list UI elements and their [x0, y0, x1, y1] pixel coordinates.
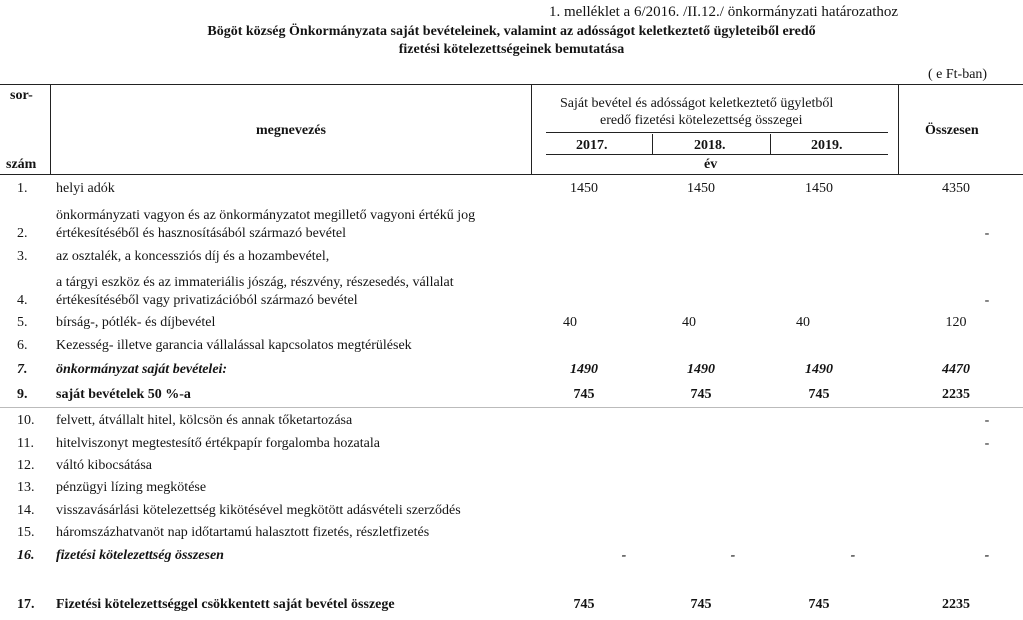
cell-total: 2235	[942, 387, 970, 402]
table-row	[0, 504, 1023, 526]
row-label: felvett, átvállalt hitel, kölcsön és annak tőketartozása	[56, 413, 353, 428]
cell-2018: 745	[690, 597, 712, 612]
cell-2019: -	[850, 548, 856, 563]
cell-2017: 745	[573, 387, 595, 402]
row-label: értékesítéséből vagy privatizációból származó bevétel	[56, 293, 358, 308]
row-number: 12.	[17, 458, 35, 473]
row-label: hitelviszonyt megtestesítő értékpapír forgalomba hozatala	[56, 436, 380, 451]
table-row	[0, 316, 1023, 338]
annex-reference: 1. melléklet a 6/2016. /II.12./ önkormányzati határozathoz	[549, 4, 899, 20]
cell-2017: -	[621, 548, 627, 563]
table-row	[0, 276, 1023, 312]
table-row	[0, 526, 1023, 548]
header-divider-num	[50, 84, 51, 174]
row-label: pénzügyi lízing megkötése	[56, 480, 207, 495]
cell-2019: 40	[796, 315, 810, 330]
row-number: 16.	[17, 548, 35, 563]
table-row	[0, 209, 1023, 245]
table-row	[0, 363, 1023, 385]
group-underline	[546, 132, 888, 133]
cell-total: 4350	[942, 181, 970, 196]
cell-2019: 745	[808, 387, 830, 402]
cell-2017: 745	[573, 597, 595, 612]
cell-2019: 1490	[805, 362, 833, 377]
col-group-label-2: eredő fizetési kötelezettség összegei	[600, 113, 803, 128]
cell-total: 120	[945, 315, 967, 330]
header-divider-total	[898, 84, 899, 174]
row-label-line1: a tárgyi eszköz és az immateriális jószág, részvény, részesedés, vállalat	[56, 275, 454, 290]
row-number: 10.	[17, 413, 35, 428]
cell-2019: 745	[808, 597, 830, 612]
table-row	[0, 549, 1023, 571]
header-top-rule	[0, 84, 1023, 85]
row-number: 2.	[17, 226, 28, 241]
row-number: 15.	[17, 525, 35, 540]
unit-label: ( e Ft-ban)	[928, 67, 988, 82]
year-divider-1	[652, 134, 653, 154]
row-label: váltó kibocsátása	[56, 458, 153, 473]
document-title: Bögöt község Önkormányzata saját bevételeinek, valamint az adósságot keletkeztető ügyleteiből eredő	[207, 24, 816, 39]
row-number: 13.	[17, 480, 35, 495]
cell-total: -	[984, 548, 990, 563]
table-row	[0, 182, 1023, 204]
col-sor-label: sor-	[10, 88, 33, 103]
row-label: saját bevételek 50 %-a	[56, 387, 191, 402]
cell-total: 2235	[942, 597, 970, 612]
row-label: háromszázhatvanöt nap időtartamú halasztott fizetés, részletfizetés	[56, 525, 430, 540]
row-number: 6.	[17, 338, 28, 353]
row-number: 9.	[17, 387, 28, 402]
table-row	[0, 250, 1023, 272]
table-row	[0, 481, 1023, 503]
cell-2018: 1450	[687, 181, 715, 196]
row-number: 4.	[17, 293, 28, 308]
row-number: 5.	[17, 315, 28, 330]
cell-total: -	[984, 413, 990, 428]
table-row	[0, 437, 1023, 459]
row-label: Kezesség- illetve garancia vállalással kapcsolatos megtérülések	[56, 338, 412, 353]
header-divider-label	[531, 84, 532, 174]
cell-2018: 40	[682, 315, 696, 330]
col-2017-label: 2017.	[576, 138, 608, 153]
table-row	[0, 459, 1023, 481]
row-number: 11.	[17, 436, 34, 451]
table-row	[0, 414, 1023, 436]
row-label: helyi adók	[56, 181, 115, 196]
cell-total: -	[984, 293, 990, 308]
row-number: 1.	[17, 181, 28, 196]
col-group-label-1: Saját bevétel és adósságot keletkeztető ügyletből	[560, 96, 834, 111]
year-underline	[546, 154, 888, 155]
col-szam-label: szám	[6, 157, 37, 172]
cell-2017: 40	[563, 315, 577, 330]
col-2018-label: 2018.	[694, 138, 726, 153]
document-title-line2: fizetési kötelezettségeinek bemutatása	[398, 42, 625, 57]
cell-total: 4470	[942, 362, 970, 377]
row-number: 14.	[17, 503, 35, 518]
row-label: önkormányzat saját bevételei:	[56, 362, 228, 377]
table-row	[0, 598, 1023, 620]
col-2019-label: 2019.	[811, 138, 843, 153]
row-number: 17.	[17, 597, 35, 612]
header-bottom-rule	[0, 174, 1023, 175]
row-label: Fizetési kötelezettséggel csökkentett saját bevétel összege	[56, 597, 395, 612]
cell-total: -	[984, 436, 990, 451]
row-number: 7.	[17, 362, 28, 377]
cell-total: -	[984, 226, 990, 241]
row-label: fizetési kötelezettség összesen	[56, 548, 224, 563]
col-ev-label: év	[704, 157, 718, 172]
col-megnevezes-label: megnevezés	[256, 123, 326, 138]
cell-2018: 1490	[687, 362, 715, 377]
cell-2017: 1490	[570, 362, 598, 377]
year-divider-2	[770, 134, 771, 154]
row-label: bírság-, pótlék- és díjbevétel	[56, 315, 216, 330]
table-row	[0, 339, 1023, 361]
cell-2019: 1450	[805, 181, 833, 196]
row-label: az osztalék, a koncessziós díj és a hozambevétel,	[56, 249, 330, 264]
row-number: 3.	[17, 249, 28, 264]
row-label-line1: önkormányzati vagyon és az önkormányzatot megillető vagyoni értékű jog	[56, 208, 476, 223]
cell-2017: 1450	[570, 181, 598, 196]
row-label: visszavásárlási kötelezettség kikötésével megkötött adásvételi szerződés	[56, 503, 461, 518]
cell-2018: 745	[690, 387, 712, 402]
row-label: értékesítéséből és hasznosításából származó bevétel	[56, 226, 346, 241]
section-divider	[0, 407, 1023, 408]
col-total-label: Összesen	[925, 123, 979, 138]
cell-2018: -	[730, 548, 736, 563]
